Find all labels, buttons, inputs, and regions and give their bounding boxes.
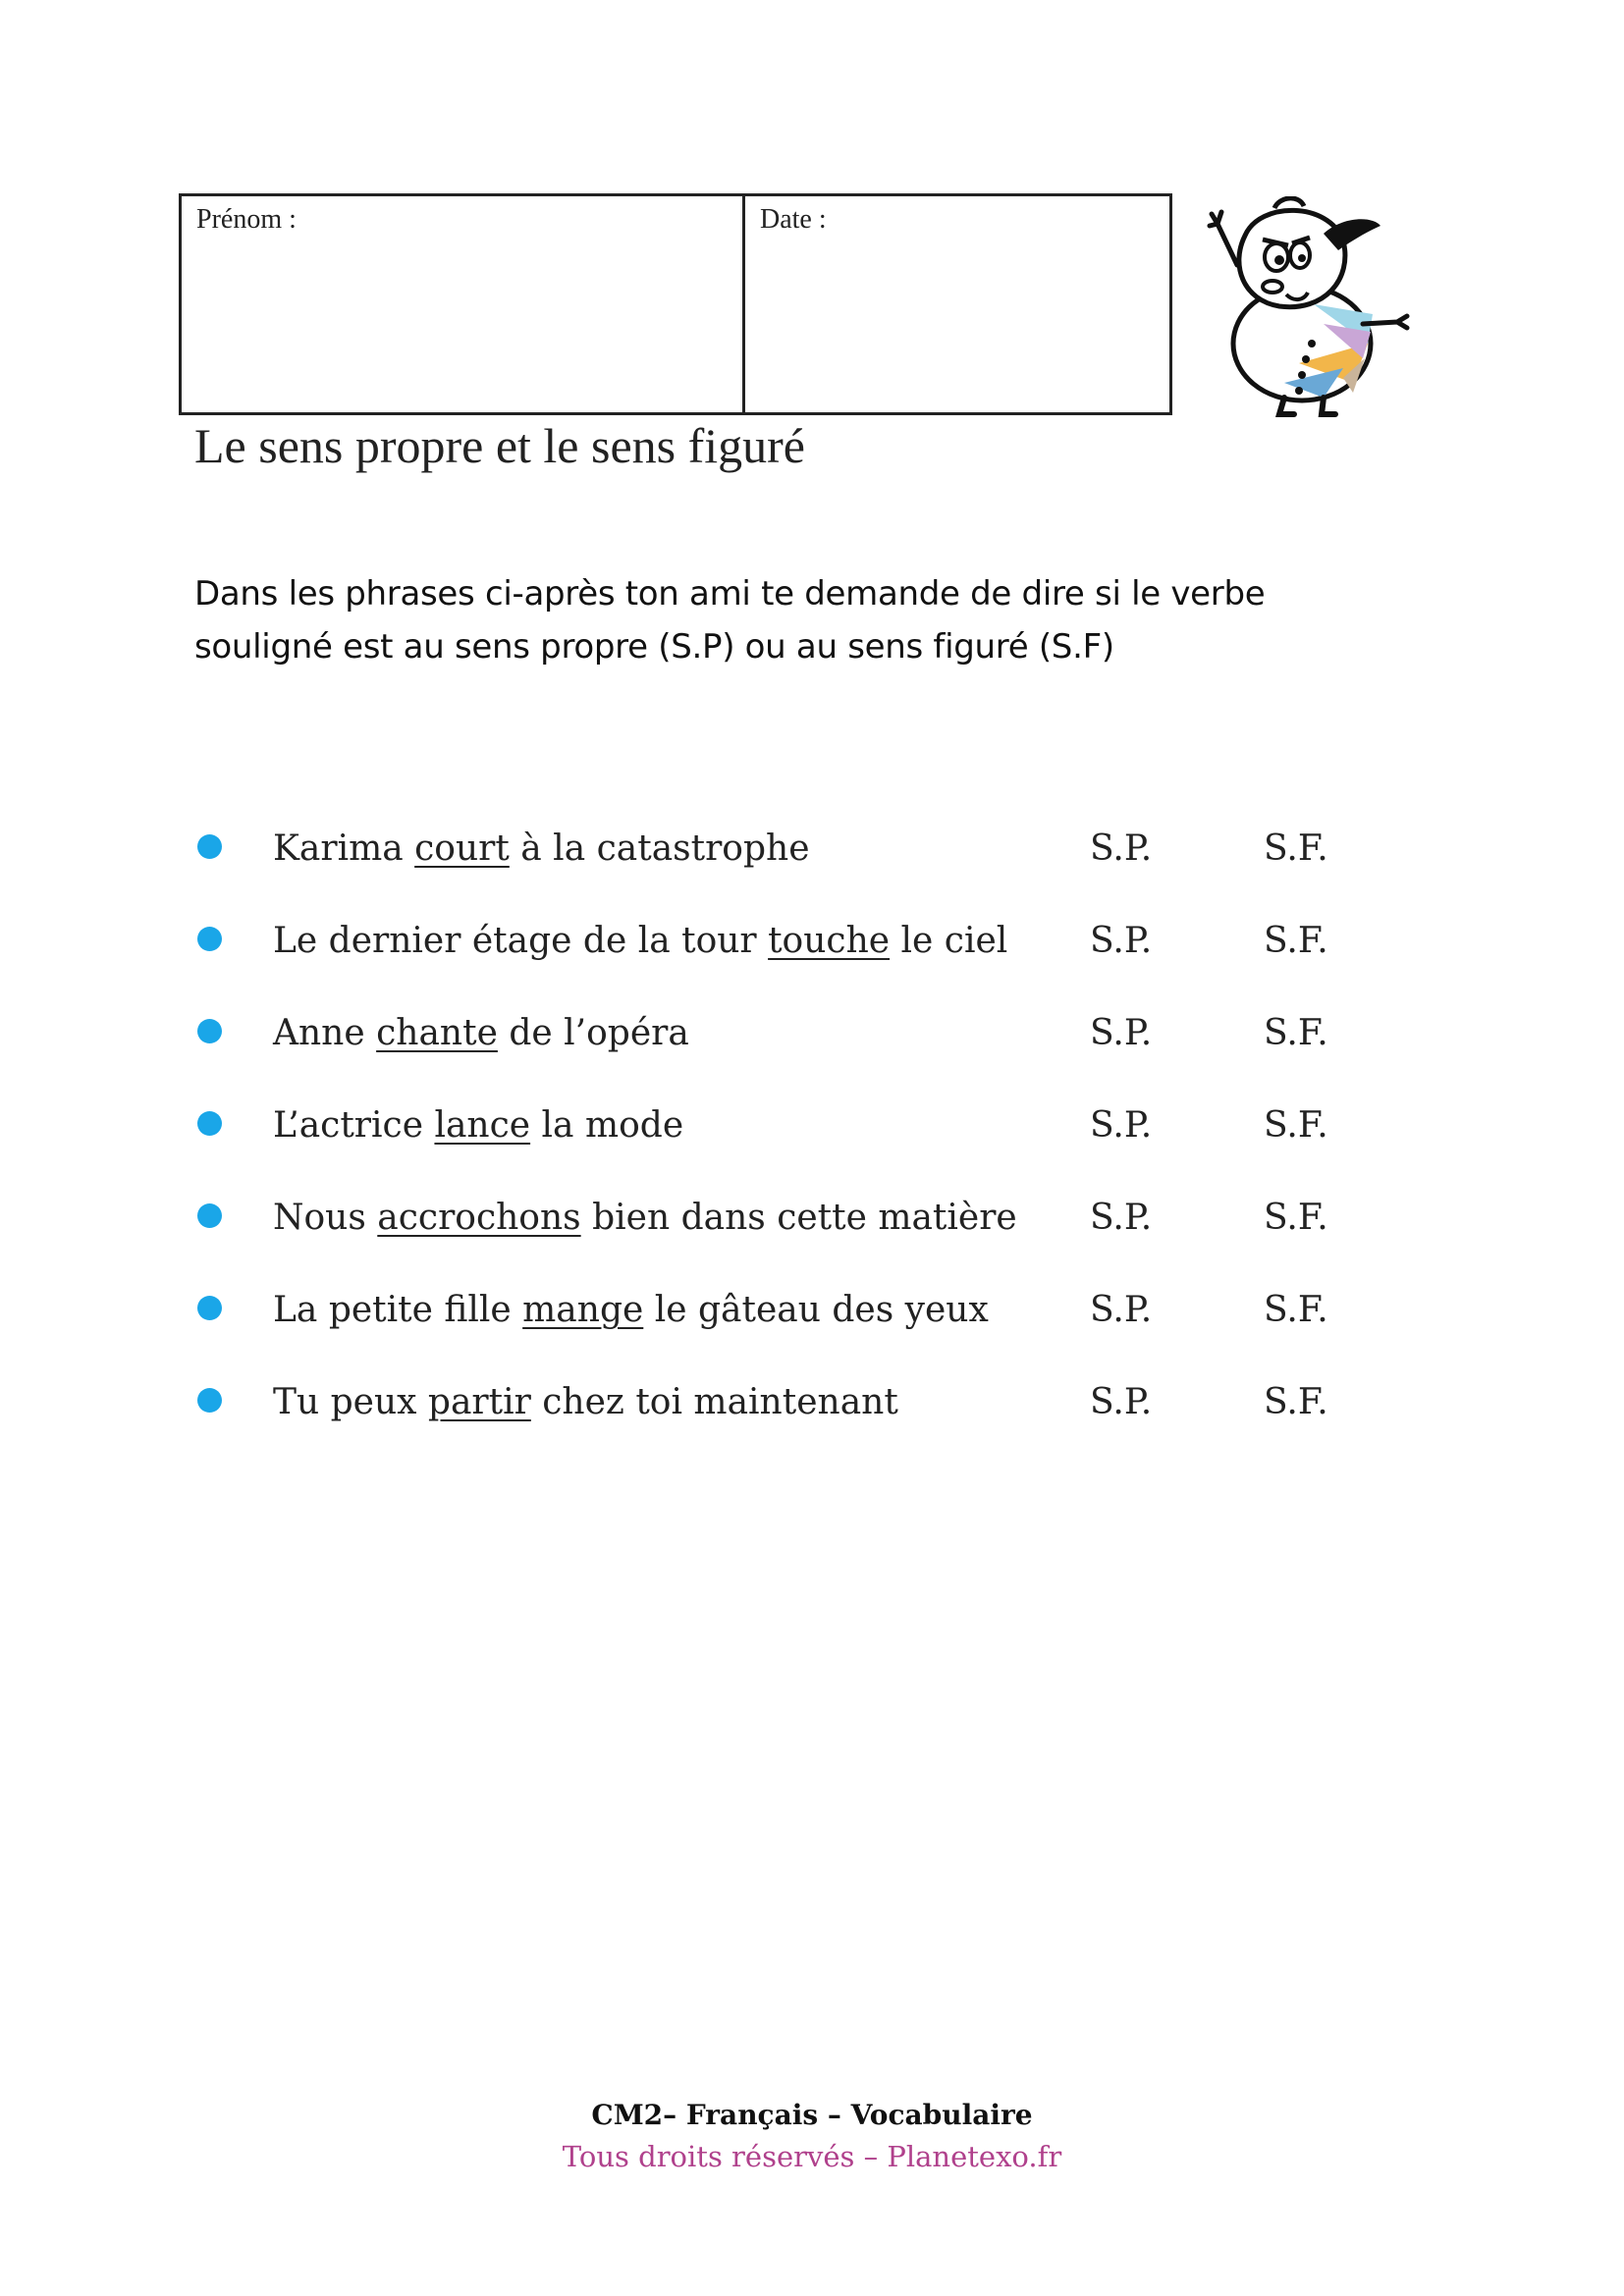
prenom-field[interactable]	[182, 196, 745, 412]
bullet-dot-icon	[197, 1296, 222, 1320]
sentence: L’actrice lance la mode	[273, 1105, 684, 1146]
exercise-item	[0, 1281, 1624, 1340]
bullet-dot-icon	[197, 834, 222, 859]
page-title: Le sens propre et le sens figuré	[194, 418, 805, 473]
sentence: Anne chante de l’opéra	[273, 1013, 689, 1053]
underlined-verb: mange	[522, 1290, 644, 1330]
exercise-item	[0, 1189, 1624, 1248]
sentence: Tu peux partir chez toi maintenant	[273, 1382, 898, 1422]
option-sens-propre[interactable]: S.P.	[1090, 921, 1153, 961]
sentence: Nous accrochons bien dans cette matière	[273, 1198, 1017, 1238]
prenom-label: Prénom :	[196, 204, 297, 235]
option-sens-propre[interactable]: S.P.	[1090, 1105, 1153, 1146]
underlined-verb: chante	[376, 1013, 498, 1053]
option-sens-figure[interactable]: S.F.	[1264, 1290, 1328, 1330]
underlined-verb: accrochons	[377, 1198, 581, 1238]
bullet-dot-icon	[197, 1111, 222, 1136]
name-date-box	[179, 193, 1172, 415]
option-sens-figure[interactable]: S.F.	[1264, 1198, 1328, 1238]
bullet-dot-icon	[197, 1388, 222, 1413]
option-sens-figure[interactable]: S.F.	[1264, 828, 1328, 869]
exercise-item	[0, 912, 1624, 971]
footer-copyright-link[interactable]: Tous droits réservés – Planetexo.fr	[562, 2140, 1062, 2173]
bullet-dot-icon	[197, 927, 222, 951]
instructions-line-1: Dans les phrases ci-après ton ami te demande de dire si le verbe	[194, 574, 1266, 614]
exercise-item	[0, 1004, 1624, 1063]
exercise-item	[0, 1096, 1624, 1155]
sentence: Karima court à la catastrophe	[273, 828, 810, 869]
option-sens-propre[interactable]: S.P.	[1090, 1013, 1153, 1053]
option-sens-propre[interactable]: S.P.	[1090, 1382, 1153, 1422]
date-field[interactable]	[745, 196, 1169, 412]
underlined-verb: lance	[434, 1105, 531, 1146]
instructions	[194, 567, 1471, 673]
option-sens-figure[interactable]: S.F.	[1264, 1382, 1328, 1422]
underlined-verb: touche	[768, 921, 891, 961]
option-sens-figure[interactable]: S.F.	[1264, 1105, 1328, 1146]
sentence: La petite fille mange le gâteau des yeux	[273, 1290, 989, 1330]
option-sens-propre[interactable]: S.P.	[1090, 1198, 1153, 1238]
underlined-verb: partir	[427, 1382, 531, 1422]
instructions-line-2: souligné est au sens propre (S.P) ou au sens figuré (S.F)	[194, 627, 1114, 667]
option-sens-propre[interactable]: S.P.	[1090, 828, 1153, 869]
option-sens-figure[interactable]: S.F.	[1264, 921, 1328, 961]
bullet-dot-icon	[197, 1019, 222, 1043]
option-sens-propre[interactable]: S.P.	[1090, 1290, 1153, 1330]
exercise-item	[0, 820, 1624, 879]
sheep-mascot-icon	[1206, 196, 1412, 417]
bullet-dot-icon	[197, 1203, 222, 1228]
sentence: Le dernier étage de la tour touche le ciel	[273, 921, 1008, 961]
option-sens-figure[interactable]: S.F.	[1264, 1013, 1328, 1053]
date-label: Date :	[760, 204, 827, 235]
footer-course: CM2– Français – Vocabulaire	[591, 2099, 1033, 2131]
exercise-item	[0, 1373, 1624, 1432]
underlined-verb: court	[414, 828, 510, 869]
